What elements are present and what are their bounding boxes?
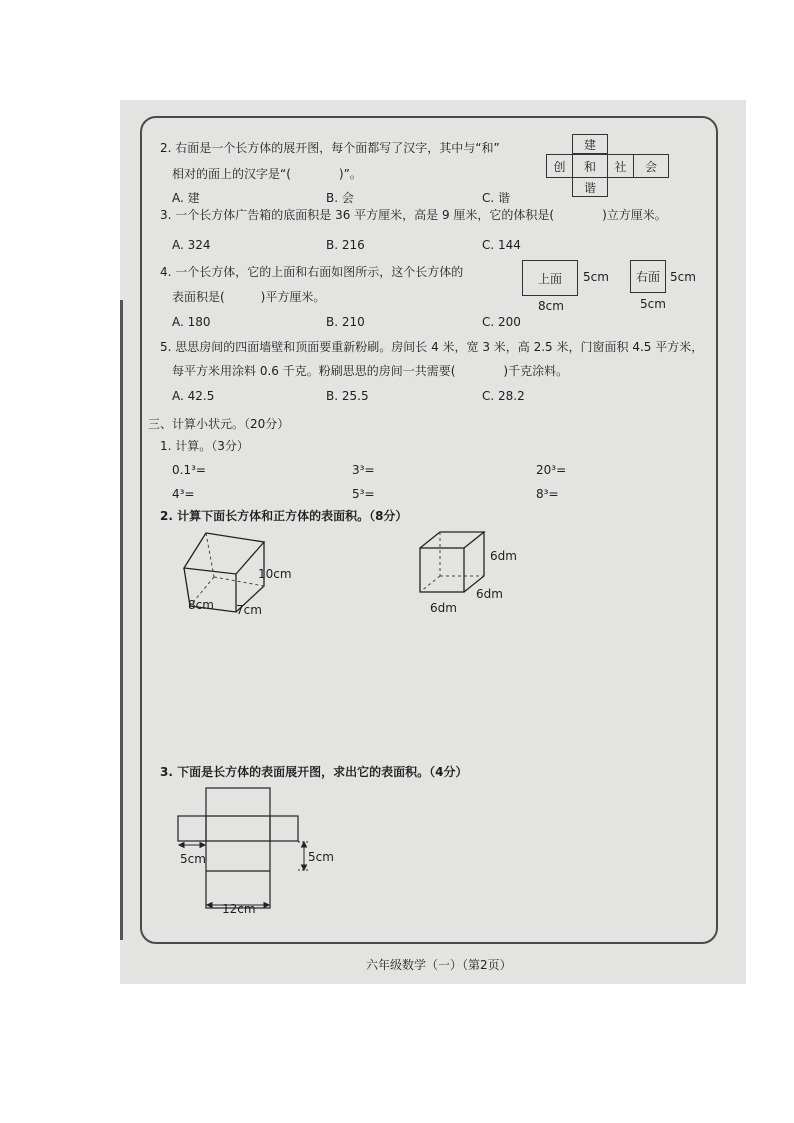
q3-option-a: A. 324 [172, 238, 211, 252]
q4-line2: 表面积是( )平方厘米。 [172, 290, 326, 304]
q3-line1: 3. 一个长方体广告箱的底面积是 36 平方厘米，高是 9 厘米，它的体积是( )立方厘米。 [160, 208, 667, 222]
cuboid-width-label: 7cm [236, 603, 262, 617]
net-face-left: 创 [546, 154, 573, 178]
expr-0-1-cubed: 0.1³= [172, 463, 206, 477]
right-face-rectangle: 右面 [630, 260, 666, 293]
top-face-rectangle: 上面 [522, 260, 578, 296]
net-bottom-length-label: 12cm [222, 902, 256, 916]
net-face-bottom: 谐 [572, 177, 608, 197]
q2-line1: 2. 右面是一个长方体的展开图，每个面都写了汉字，其中与“和” [160, 141, 500, 155]
cuboid-length-label: 8cm [188, 598, 214, 612]
expr-8-cubed: 8³= [536, 487, 559, 501]
cube-height-label: 6dm [490, 549, 517, 563]
section3-title: 三、计算小状元。（20分） [148, 417, 290, 431]
q3-option-b: B. 216 [326, 238, 365, 252]
expr-5-cubed: 5³= [352, 487, 375, 501]
q2-option-c: C. 谐 [482, 191, 511, 205]
cube-width-label: 6dm [430, 601, 457, 615]
cuboid-height-label: 10cm [258, 567, 292, 581]
page-edge-shadow [120, 300, 123, 940]
q4-option-b: B. 210 [326, 315, 365, 329]
expr-4-cubed: 4³= [172, 487, 195, 501]
part3-title: 3. 下面是长方体的表面展开图，求出它的表面积。（4分） [160, 765, 468, 779]
q5-option-a: A. 42.5 [172, 389, 215, 403]
net-right-height-label: 5cm [308, 850, 334, 864]
q5-line1: 5. 思思房间的四面墙壁和顶面要重新粉刷。房间长 4 米，宽 3 米，高 2.5 米，门窗面积 4.5 平方米， [160, 340, 704, 354]
q2-option-a: A. 建 [172, 191, 200, 205]
net-face-top: 建 [572, 134, 608, 154]
top-face-width-label: 8cm [538, 299, 564, 313]
cube-depth-label: 6dm [476, 587, 503, 601]
right-face-width-label: 5cm [640, 297, 666, 311]
q2-line2: 相对的面上的汉字是“( )”。 [172, 167, 362, 181]
top-face-height-label: 5cm [583, 270, 609, 284]
q4-option-c: C. 200 [482, 315, 521, 329]
expr-20-cubed: 20³= [536, 463, 567, 477]
q5-option-c: C. 28.2 [482, 389, 525, 403]
q4-line1: 4. 一个长方体，它的上面和右面如图所示，这个长方体的 [160, 265, 464, 279]
net-left-width-label: 5cm [180, 852, 206, 866]
q3-option-c: C. 144 [482, 238, 521, 252]
right-face-height-label: 5cm [670, 270, 696, 284]
page-footer: 六年级数学（一）（第2页） [366, 958, 512, 972]
net-face-center: 和 [572, 154, 608, 178]
expr-3-cubed: 3³= [352, 463, 375, 477]
q4-option-a: A. 180 [172, 315, 211, 329]
part2-title: 2. 计算下面长方体和正方体的表面积。（8分） [160, 509, 408, 523]
q5-option-b: B. 25.5 [326, 389, 369, 403]
net-face-far-right: 会 [633, 154, 669, 178]
part1-title: 1. 计算。（3分） [160, 439, 249, 453]
net-face-right: 社 [607, 154, 634, 178]
q5-line2: 每平方米用涂料 0.6 千克。粉刷思思的房间一共需要( )千克涂料。 [172, 364, 569, 378]
q2-option-b: B. 会 [326, 191, 354, 205]
